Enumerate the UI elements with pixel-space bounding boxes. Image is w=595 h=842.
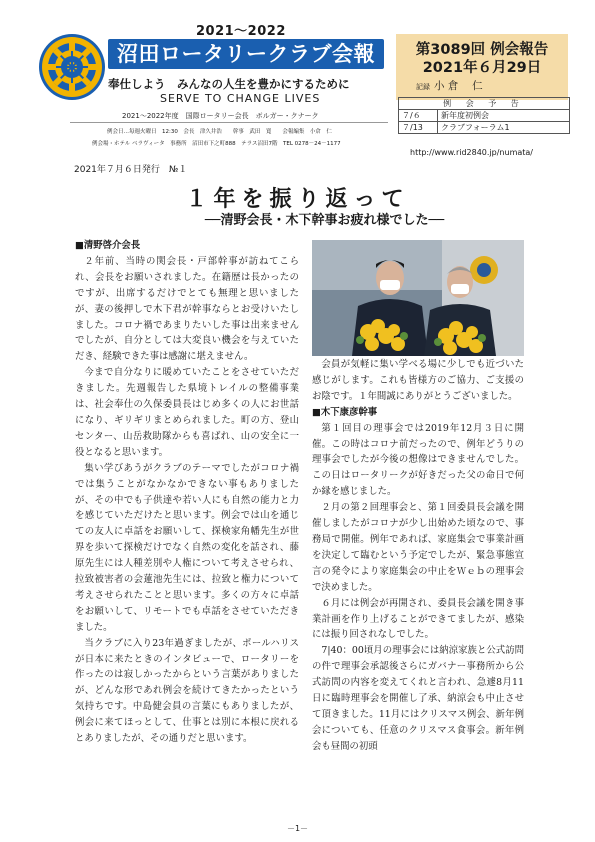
schedule-row bbox=[399, 122, 570, 134]
recorder-label: 記録 bbox=[416, 83, 430, 91]
meeting-report-box bbox=[396, 34, 568, 100]
meeting-date: 2021年６月29日 bbox=[422, 60, 542, 76]
paragraph: 集い学びあうがクラブのテーマでしたがコロナ禍では集うことがなかなかできない事もありましたが、その中でも子供達や若い人にも自然の能力と力を感じていただけたと思います。例会では山を通じての友人に卓話をお願いして、探検家角幡先生が世界を歩いて探検だけでなく自然の変化を話され、藤原先生には人種差別や人権について考えさせられ、拉致被害者の会蓮池先生には、拉致と権力について考えさせられたことと思います。多くの方々に卓話をお願いして、リモートでも卓話をさせていただきました。 bbox=[75, 462, 299, 633]
meeting-info: 例会日…毎週火曜日 12:30 会長 津久井浩 幹事 武田 寛 会報編集 小倉 仁 bbox=[107, 129, 332, 135]
article-subtitle: ──清野会長・木下幹事お疲れ様でした── bbox=[204, 213, 445, 228]
section-heading: ■木下康彦幹事 bbox=[312, 406, 378, 418]
schedule-heading: 例 会 予 告 bbox=[399, 98, 570, 110]
article-title: １年を振り返って bbox=[185, 186, 410, 212]
photo-president-and-secretary bbox=[312, 240, 524, 356]
rotary-logo bbox=[38, 33, 106, 101]
issue-date: 2021年７月６日発行 №１ bbox=[74, 165, 188, 175]
paragraph: 今まで自分なりに暖めていたことをさせていただきました。先週報告した県境トレイルの整備事業は、社会奉仕の久保委員長はじめ多くの人にお世話になり、ギリギリまとめられました。町の方、登山センター、山岳救助隊からも喜ばれ、山の安全に一役となると思います。 bbox=[75, 367, 299, 458]
left-column bbox=[75, 238, 299, 747]
recorder bbox=[416, 78, 483, 93]
paragraph: ２月の第２回理事会と、第１回委員長会議を開催しましたがコロナが少し出始めた頃なので、事務局で開催。例年であれば、家庭集会で事業計画を決定して臨むという予定でしたが、緊急事態宣言の発令により家庭集会の中止をＷｅｂの理事会で決めました。 bbox=[312, 502, 524, 593]
ri-president-line: 2021～2022年度 国際ロータリー会長 ボルガー・クナーク bbox=[122, 112, 319, 120]
paragraph: 当クラブに入り23年過ぎましたが、ポールハリスが日本に来たときのインタビューで、ロータリーを作ったのは寂しかったからという言葉がありましたが、どんな形であれ例会を続けてきたかったという気持ちです。中島健会員の言葉にもありましたが、例会に来てほっとして、仕事とは別に本根に戻れるとありましたが、その通りだと思います。 bbox=[75, 637, 299, 745]
venue-info: 例会場・ホテル ベラヴィータ 事務所 沼田市下之町888 テラス沼田7階 TEL 0278－24－1177 bbox=[92, 141, 341, 147]
schedule-row bbox=[399, 110, 570, 122]
schedule-event: 新年度初例会 bbox=[438, 110, 570, 122]
website-link[interactable]: http://www.rid2840.jp/numata/ bbox=[410, 148, 534, 157]
meeting-number: 第3089回 例会報告 bbox=[415, 42, 549, 58]
section-heading: ■清野啓介会長 bbox=[75, 240, 141, 251]
page-number: －1－ bbox=[286, 824, 309, 833]
schedule-event: クラブフォーラム1 bbox=[438, 122, 570, 134]
club-name: 沼田ロータリークラブ会報 bbox=[117, 42, 375, 66]
right-column bbox=[312, 357, 524, 755]
slogan-japanese: 奉仕しよう みんなの人生を豊かにするために bbox=[108, 77, 350, 91]
fiscal-year: 2021～2022 bbox=[196, 24, 286, 39]
paragraph: 第１回目の理事会では2019年12月３日に開催。この時はコロナ前だったので、例年どうりの理事会でしたが今後の想像はできませんでした。この日はロータリークが好きだった父の命日で何か縁を感じました。 bbox=[312, 422, 524, 498]
paragraph: 会員が気軽に集い学べる場に少しでも近づいた感じがします。これも皆様方のご協力、ご支援のお陰です。１年間誠にありがとうございました。 bbox=[312, 359, 524, 402]
schedule-date: ７/６ bbox=[399, 110, 438, 122]
paragraph: ６月には例会が再開され、委員長会議を開き事業計画を作り上げることができてましたが、感染には振り回されなしでした。 bbox=[312, 597, 524, 641]
header-divider bbox=[70, 122, 388, 123]
club-name-banner bbox=[108, 39, 384, 69]
recorder-name: 小 倉 仁 bbox=[434, 80, 483, 92]
schedule-date: ７/13 bbox=[399, 122, 438, 134]
paragraph: ２年前、当時の関会長・戸部幹事が訪ねてこられ、会長をお願いされました。在籍歴は長かったのですが、出席するだけでとても無理と思いましたが、妻の後押しで木下君が幹事ならとお受けいたしました。コロナ禍であまりたいした事は出来ませんでしたが、自分としては大変良い機会を与えていただき、経験できた事は感謝に堪えません。 bbox=[75, 255, 299, 363]
meeting-schedule bbox=[398, 97, 570, 134]
paragraph: 7|40：00頃月の理事会には納涼家族と公式訪問の件で理事会承認後さらにガバナー事務所から公式訪問の内容を変えてくれと言われ、急遽8月11日に臨時理事会を開催し了承、納涼会も中止させて頂きました。11月にはクリスマス例会、新年例会についても、任意のクリスマス食事会。新年例会も昼間の初頭 bbox=[312, 645, 524, 752]
slogan-english: SERVE TO CHANGE LIVES bbox=[160, 92, 321, 105]
